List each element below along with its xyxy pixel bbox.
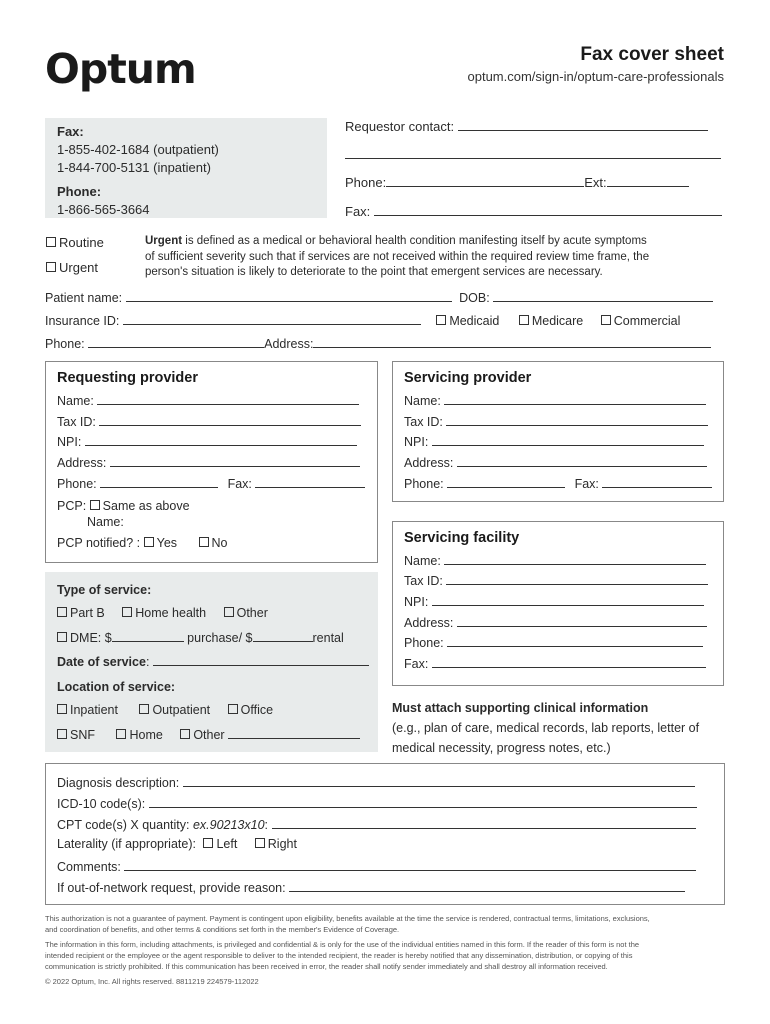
optum-logo: Optum [45, 45, 196, 93]
laterality-row [57, 837, 297, 851]
medicare-checkbox[interactable] [519, 315, 529, 325]
requestor-phone-row [345, 174, 689, 190]
location-of-service-heading: Location of service: [57, 680, 176, 694]
home-health-checkbox[interactable] [122, 607, 132, 617]
laterality-label: Laterality (if appropriate): [57, 837, 196, 851]
pcp-notified-label: PCP notified? : [57, 536, 141, 550]
footer-p2-line-1: The information in this form, including attachments, is privileged and confidential & is only for the use of the individual entities named in this form. If the reader of this form is not the [45, 940, 640, 949]
patient-address-field[interactable] [313, 335, 711, 348]
commercial-checkbox[interactable] [601, 315, 611, 325]
diagnosis-description-field[interactable] [183, 774, 695, 787]
diagnosis-description-row [57, 774, 695, 790]
rp-address-field[interactable] [110, 454, 360, 467]
fax-label: Fax: [57, 124, 84, 139]
cpt-example: ex.90213x10 [192, 818, 265, 832]
cpt-label: CPT code(s) X quantity: [57, 818, 193, 832]
fax-number-outpatient: 1-855-402-1684 (outpatient) [57, 142, 219, 157]
sp-name-label: Name: [404, 394, 441, 408]
sp-taxid-field[interactable] [446, 413, 708, 426]
urgent-definition-line-2: of sufficient severity such that if services are not received within the required review time frame, the [145, 250, 650, 263]
requestor-phone-field[interactable] [386, 174, 584, 187]
date-of-service-label: Date of service [57, 655, 146, 669]
out-of-network-label: If out-of-network request, provide reason: [57, 881, 286, 895]
footer-disclaimer [45, 913, 735, 987]
sp-taxid-row [404, 413, 708, 429]
requestor-ext-label: Ext: [584, 175, 607, 190]
part-b-checkbox[interactable] [57, 607, 67, 617]
patient-name-row [45, 289, 713, 305]
attach-note [392, 698, 732, 758]
urgent-checkbox[interactable] [46, 262, 56, 272]
inpatient-label: Inpatient [70, 703, 118, 717]
same-as-above-checkbox[interactable] [90, 500, 100, 510]
sf-taxid-field[interactable] [446, 572, 708, 585]
requestor-contact-row-2 [345, 146, 721, 164]
medicaid-checkbox[interactable] [436, 315, 446, 325]
rp-npi-row [57, 433, 357, 449]
requestor-fax-row [345, 203, 722, 219]
patient-name-label: Patient name: [45, 291, 123, 305]
rp-taxid-field[interactable] [99, 413, 361, 426]
requestor-fax-field[interactable] [374, 203, 722, 216]
sf-fax-field[interactable] [432, 655, 706, 668]
cpt-colon: : [264, 818, 269, 832]
cpt-row [57, 816, 696, 832]
other-service-checkbox[interactable] [224, 607, 234, 617]
office-checkbox[interactable] [228, 704, 238, 714]
fax-info-box [45, 118, 327, 218]
outpatient-label: Outpatient [152, 703, 211, 717]
rp-address-label: Address: [57, 456, 107, 470]
footer-p2-line-2: intended recipient or the employee or the agent responsible to deliver to the intended recipient, the reader is hereby notified that any dissemination, distribution, or copying of this [45, 951, 633, 960]
office-label: Office [240, 703, 274, 717]
urgent-option[interactable] [46, 260, 98, 275]
snf-label: SNF [70, 728, 95, 742]
comments-label: Comments: [57, 860, 121, 874]
routine-checkbox[interactable] [46, 237, 56, 247]
sp-address-field[interactable] [457, 454, 707, 467]
rp-phone-fax-row [57, 475, 365, 491]
sf-address-field[interactable] [457, 614, 707, 627]
icd-label: ICD-10 code(s): [57, 797, 146, 811]
header-url: optum.com/sign-in/optum-care-professionals [467, 69, 724, 84]
other-location-checkbox[interactable] [180, 729, 190, 739]
sf-name-row [404, 552, 706, 568]
urgent-label: Urgent [59, 260, 99, 275]
left-label: Left [216, 837, 238, 851]
comments-row [57, 858, 696, 874]
sp-npi-field[interactable] [432, 433, 704, 446]
out-of-network-field[interactable] [289, 879, 685, 892]
sp-phone-label: Phone: [404, 477, 444, 491]
requestor-contact-field[interactable] [458, 118, 708, 131]
rp-taxid-row [57, 413, 361, 429]
sf-phone-field[interactable] [447, 634, 703, 647]
medicare-label: Medicare [531, 314, 584, 328]
dme-rental-label: rental [312, 631, 344, 645]
sp-name-row [404, 392, 706, 408]
patient-address-label: Address: [264, 337, 314, 351]
sf-npi-label: NPI: [404, 595, 429, 609]
rp-name-row [57, 392, 359, 408]
sp-taxid-label: Tax ID: [404, 415, 443, 429]
sf-address-row [404, 614, 707, 630]
rp-fax-label: Fax: [227, 477, 252, 491]
sp-fax-label: Fax: [574, 477, 599, 491]
outpatient-checkbox[interactable] [139, 704, 149, 714]
patient-phone-address-row [45, 335, 711, 351]
sf-phone-row [404, 634, 703, 650]
sp-name-field[interactable] [444, 392, 706, 405]
insurance-id-label: Insurance ID: [45, 314, 120, 328]
location-row-2 [57, 726, 360, 742]
requesting-provider-heading: Requesting provider [57, 370, 198, 386]
fax-number-inpatient: 1-844-700-5131 (inpatient) [57, 160, 211, 175]
urgent-definition [145, 234, 730, 281]
routine-label: Routine [59, 235, 104, 250]
part-b-label: Part B [70, 606, 105, 620]
servicing-facility-heading: Servicing facility [404, 530, 520, 546]
sp-npi-row [404, 433, 704, 449]
sf-npi-row [404, 593, 704, 609]
service-type-row [57, 606, 268, 620]
dob-label: DOB: [459, 291, 490, 305]
urgent-definition-line-3: person's situation is likely to deteriorate to the point that emergent services are necessary. [145, 266, 603, 278]
pcp-yes-checkbox[interactable] [144, 537, 154, 547]
footer-p1-line-1: This authorization is not a guarantee of payment. Payment is contingent upon eligibility, benefits available at the time the service is rendered, contractual terms, limitations, exclusions, [45, 914, 650, 923]
dme-row [57, 629, 344, 645]
snf-checkbox[interactable] [57, 729, 67, 739]
right-checkbox[interactable] [255, 838, 265, 848]
sp-address-label: Address: [404, 456, 454, 470]
date-of-service-row [57, 653, 369, 669]
rp-name-label: Name: [57, 394, 94, 408]
home-checkbox[interactable] [116, 729, 126, 739]
urgent-definition-line-1: is defined as a medical or behavioral health condition manifesting itself by acute symptoms [182, 235, 647, 247]
sf-fax-label: Fax: [404, 657, 429, 671]
location-row-1 [57, 703, 273, 717]
rp-phone-label: Phone: [57, 477, 97, 491]
requestor-contact-field-2[interactable] [345, 146, 721, 159]
type-of-service-heading: Type of service: [57, 583, 152, 597]
sf-name-field[interactable] [444, 552, 706, 565]
sf-npi-field[interactable] [432, 593, 704, 606]
page-title: Fax cover sheet [580, 44, 724, 65]
phone-number: 1-866-565-3664 [57, 202, 150, 217]
diagnosis-description-label: Diagnosis description: [57, 776, 180, 790]
other-location-label: Other [193, 728, 225, 742]
home-label: Home [129, 728, 163, 742]
rp-fax-field[interactable] [255, 475, 365, 488]
requestor-contact-row [345, 118, 708, 134]
patient-name-field[interactable] [126, 289, 452, 302]
patient-phone-label: Phone: [45, 337, 85, 351]
insurance-row [45, 312, 680, 328]
rp-npi-field[interactable] [85, 433, 357, 446]
sf-fax-row [404, 655, 706, 671]
patient-phone-field[interactable] [88, 335, 264, 348]
date-of-service-field[interactable] [153, 653, 369, 666]
inpatient-checkbox[interactable] [57, 704, 67, 714]
rp-name-field[interactable] [97, 392, 359, 405]
dme-label: DME: $ [70, 631, 112, 645]
attach-note-bold: Must attach supporting clinical information [392, 701, 649, 715]
rp-taxid-label: Tax ID: [57, 415, 96, 429]
pcp-notified-row [57, 536, 228, 550]
dme-purchase-label: purchase/ $ [187, 631, 253, 645]
out-of-network-row [57, 879, 685, 895]
sf-address-label: Address: [404, 616, 454, 630]
footer-p1-line-2: and coordination of benefits, and other terms & conditions set forth in the member's Evidence of Coverage. [45, 925, 400, 934]
attach-note-line-1: (e.g., plan of care, medical records, lab reports, letter of [392, 721, 700, 735]
left-checkbox[interactable] [203, 838, 213, 848]
routine-option[interactable] [46, 235, 104, 250]
dob-field[interactable] [493, 289, 713, 302]
sp-npi-label: NPI: [404, 435, 429, 449]
cpt-field[interactable] [272, 816, 696, 829]
rp-address-row [57, 454, 360, 470]
home-health-label: Home health [135, 606, 207, 620]
pcp-row [57, 499, 190, 513]
sp-phone-field[interactable] [447, 475, 565, 488]
sp-phone-fax-row [404, 475, 712, 491]
sp-address-row [404, 454, 707, 470]
requestor-ext-field[interactable] [607, 174, 689, 187]
icd-field[interactable] [149, 795, 697, 808]
sp-fax-field[interactable] [602, 475, 712, 488]
pcp-no-checkbox[interactable] [199, 537, 209, 547]
sf-taxid-row [404, 572, 708, 588]
commercial-label: Commercial [613, 314, 681, 328]
pcp-yes-label: Yes [156, 536, 178, 550]
icd-row [57, 795, 697, 811]
pcp-label: PCP: [57, 499, 87, 513]
servicing-provider-heading: Servicing provider [404, 370, 532, 386]
other-location-field[interactable] [228, 726, 360, 739]
requestor-phone-label: Phone: [345, 175, 387, 190]
requestor-contact-label: Requestor contact: [345, 119, 455, 134]
sf-taxid-label: Tax ID: [404, 574, 443, 588]
same-as-above-label: Same as above [102, 499, 190, 513]
right-label: Right [267, 837, 297, 851]
rp-phone-field[interactable] [100, 475, 218, 488]
requestor-fax-label: Fax: [345, 204, 371, 219]
urgent-definition-bold: Urgent [145, 235, 183, 247]
attach-note-line-2: medical necessity, progress notes, etc.) [392, 741, 611, 755]
sf-name-label: Name: [404, 554, 441, 568]
sf-phone-label: Phone: [404, 636, 444, 650]
dme-rental-field[interactable] [253, 629, 313, 642]
pcp-no-label: No [211, 536, 228, 550]
insurance-id-field[interactable] [123, 312, 421, 325]
rp-npi-label: NPI: [57, 435, 82, 449]
other-service-label: Other [236, 606, 268, 620]
pcp-name-label: Name: [87, 515, 124, 529]
copyright: © 2022 Optum, Inc. All rights reserved. 8811219 224579-112022 [45, 977, 259, 986]
footer-p2-line-3: communication is strictly prohibited. If this communication has been received in error, the reader shall notify sender immediately and shall destroy all information received. [45, 962, 608, 971]
medicaid-label: Medicaid [449, 314, 500, 328]
dme-purchase-field[interactable] [112, 629, 184, 642]
dme-checkbox[interactable] [57, 632, 67, 642]
phone-label: Phone: [57, 184, 102, 199]
date-of-service-colon: : [145, 655, 150, 669]
comments-field[interactable] [124, 858, 696, 871]
